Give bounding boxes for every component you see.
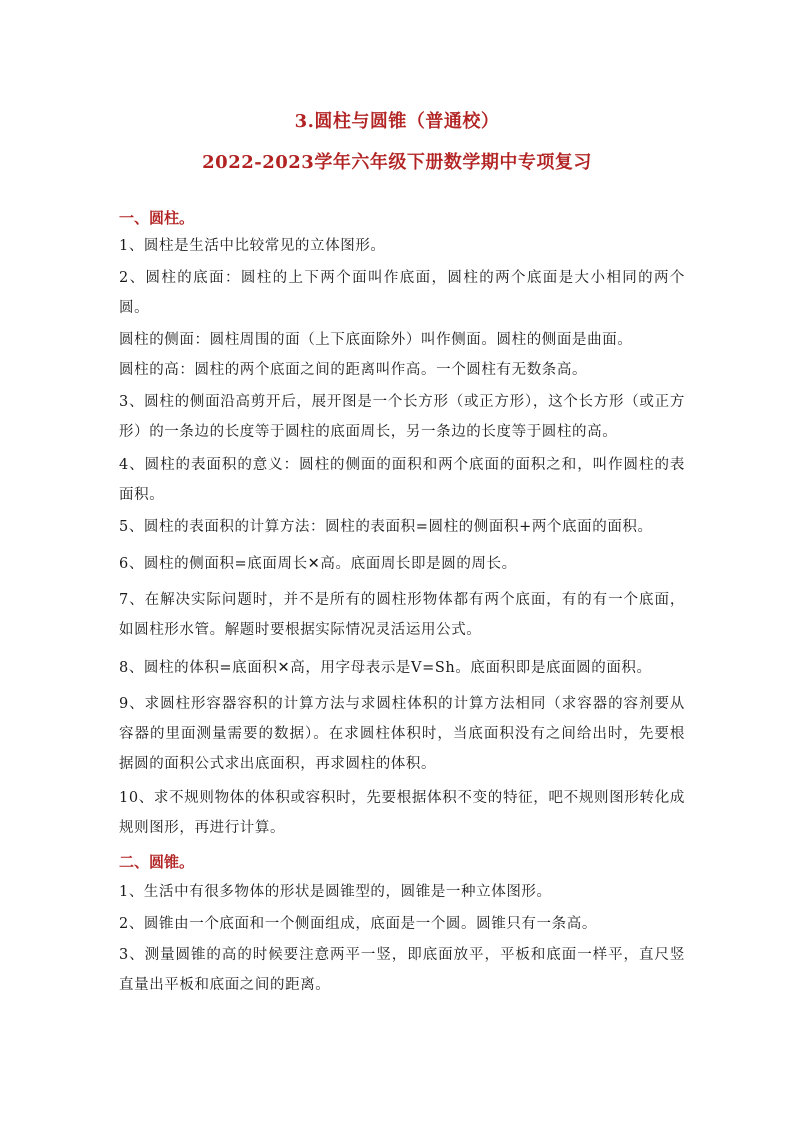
- paragraph-cylinder-6: 6、圆柱的侧面积=底面周长✕高。底面周长即是圆的周长。: [119, 556, 517, 572]
- paragraph-cylinder-10: 10、求不规则物体的体积或容积时，先要根据体积不变的特征，吧不规则图形转化成规则图形，再进行计算。: [119, 790, 685, 836]
- paragraph-cone-3: 3、测量圆锥的高的时候要注意两平一竖，即底面放平，平板和底面一样平，直尺竖直量出平板和底面之间的距离。: [119, 947, 685, 993]
- section-heading-cone: 二、圆锥。: [119, 853, 195, 871]
- paragraph-cylinder-8: 8、圆柱的体积=底面积✕高，用字母表示是V=Sh。底面积即是底面圆的面积。: [119, 660, 652, 676]
- document-subtitle: 2022-2023学年六年级下册数学期中专项复习: [202, 152, 592, 173]
- paragraph-cylinder-1: 1、圆柱是生活中比较常见的立体图形。: [119, 238, 386, 254]
- document-title: 3.圆柱与圆锥（普通校）: [294, 111, 500, 132]
- section-heading-cylinder: 一、圆柱。: [119, 209, 195, 227]
- paragraph-cylinder-7: 7、在解决实际问题时，并不是所有的圆柱形物体都有两个底面，有的有一个底面，如圆柱形水管。解题时要根据实际情况灵活运用公式。: [119, 592, 685, 638]
- paragraph-cylinder-2: 2、圆柱的底面：圆柱的上下两个面叫作底面，圆柱的两个底面是大小相同的两个圆。: [119, 270, 685, 316]
- paragraph-cylinder-4: 4、圆柱的表面积的意义：圆柱的侧面的面积和两个底面的面积之和，叫作圆柱的表面积。: [119, 457, 685, 503]
- paragraph-cylinder-side: 圆柱的侧面：圆柱周围的面（上下底面除外）叫作侧面。圆柱的侧面是曲面。: [119, 332, 633, 348]
- paragraph-cylinder-5: 5、圆柱的表面积的计算方法：圆柱的表面积=圆柱的侧面积+两个底面的面积。: [119, 519, 653, 535]
- paragraph-cylinder-height: 圆柱的高：圆柱的两个底面之间的距离叫作高。一个圆柱有无数条高。: [119, 362, 588, 378]
- paragraph-cylinder-9: 9、求圆柱形容器容积的计算方法与求圆柱体积的计算方法相同（求容器的容剂要从容器的里面测量需要的数据）。在求圆柱体积时，当底面积没有之间给出时，先要根据圆的面积公式求出底面积，再求圆柱的体积。: [119, 696, 685, 772]
- paragraph-cylinder-3: 3、圆柱的侧面沿高剪开后，展开图是一个长方形（或正方形），这个长方形（或正方形）的一条边的长度等于圆柱的底面周长，另一条边的长度等于圆柱的高。: [119, 394, 685, 440]
- paragraph-cone-2: 2、圆锥由一个底面和一个侧面组成，底面是一个圆。圆锥只有一条高。: [119, 916, 597, 932]
- paragraph-cone-1: 1、生活中有很多物体的形状是圆锥型的，圆锥是一种立体图形。: [119, 884, 552, 900]
